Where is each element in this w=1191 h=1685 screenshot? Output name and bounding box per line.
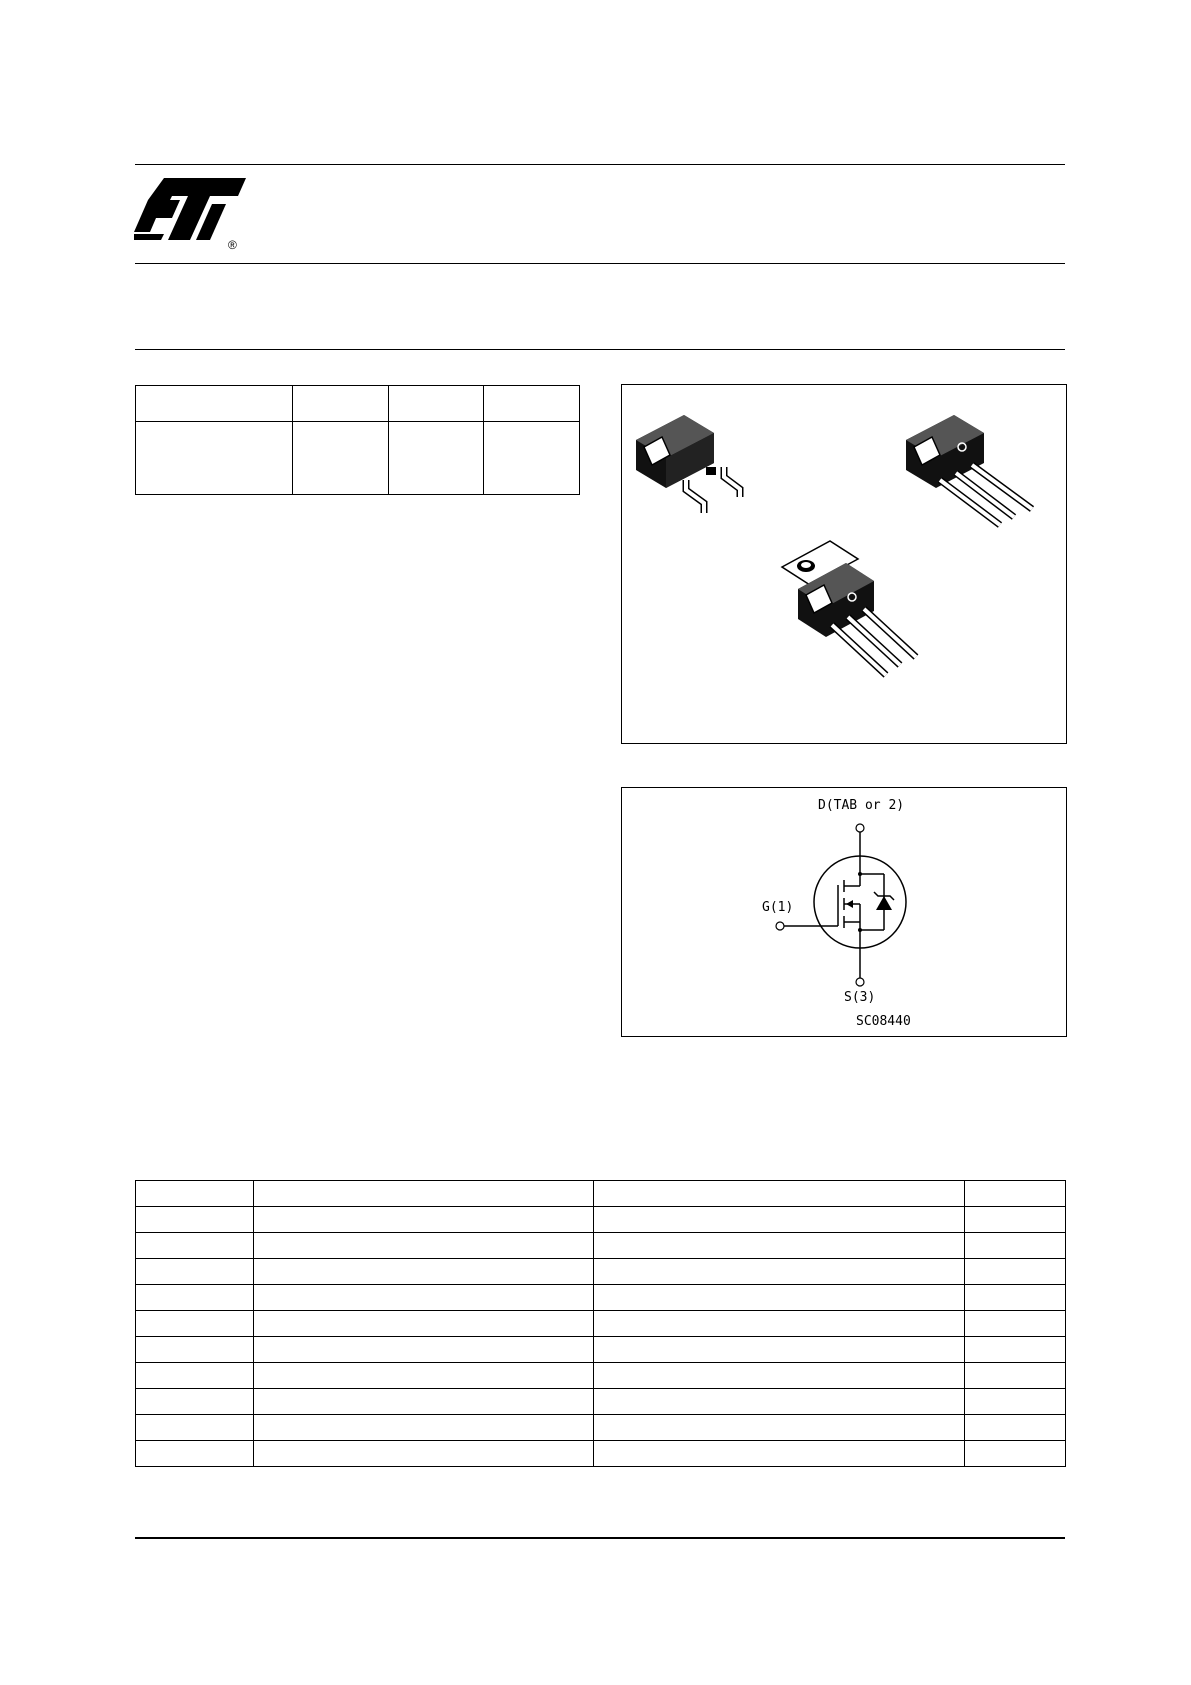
ratings-cell <box>136 1363 254 1389</box>
ratings-cell <box>593 1363 965 1389</box>
ratings-cell <box>593 1389 965 1415</box>
ratings-cell <box>965 1389 1066 1415</box>
ratings-cell <box>593 1311 965 1337</box>
ratings-cell <box>965 1363 1066 1389</box>
ratings-cell <box>136 1441 254 1467</box>
ratings-row <box>136 1285 1066 1311</box>
gate-label: G(1) <box>762 900 794 915</box>
ratings-cell <box>136 1259 254 1285</box>
st-logo-icon <box>134 176 254 256</box>
ratings-row <box>136 1415 1066 1441</box>
package-images-box <box>621 384 1067 744</box>
ratings-cell <box>593 1207 965 1233</box>
ratings-table <box>135 1180 1066 1467</box>
ratings-cell <box>965 1415 1066 1441</box>
ratings-cell <box>136 1285 254 1311</box>
ratings-header-row <box>136 1181 1066 1207</box>
drain-label: D(TAB or 2) <box>818 798 905 813</box>
ratings-cell <box>965 1207 1066 1233</box>
summary-cell <box>484 386 580 422</box>
ratings-cell <box>253 1207 593 1233</box>
summary-cell <box>293 386 389 422</box>
ratings-cell <box>136 1415 254 1441</box>
to220-package-icon <box>782 541 916 675</box>
d2pak-package-icon <box>636 415 740 513</box>
ratings-row <box>136 1363 1066 1389</box>
ratings-row <box>136 1207 1066 1233</box>
ratings-cell <box>593 1285 965 1311</box>
summary-data-row <box>136 422 580 495</box>
ratings-cell <box>253 1181 593 1207</box>
ratings-cell <box>253 1389 593 1415</box>
ratings-row <box>136 1311 1066 1337</box>
summary-cell <box>136 386 293 422</box>
header-bottom-rule <box>135 263 1065 264</box>
ratings-cell <box>965 1311 1066 1337</box>
ratings-row <box>136 1337 1066 1363</box>
ratings-cell <box>965 1259 1066 1285</box>
ratings-cell <box>253 1415 593 1441</box>
ratings-cell <box>593 1233 965 1259</box>
summary-cell <box>293 422 389 495</box>
summary-header-row <box>136 386 580 422</box>
ratings-cell <box>253 1233 593 1259</box>
ratings-cell <box>136 1389 254 1415</box>
ratings-cell <box>136 1207 254 1233</box>
title-rule <box>135 349 1065 350</box>
source-label: S(3) <box>844 990 876 1005</box>
ratings-cell <box>593 1415 965 1441</box>
ratings-cell <box>965 1337 1066 1363</box>
ratings-cell <box>253 1337 593 1363</box>
summary-table <box>135 385 580 495</box>
ratings-cell <box>253 1311 593 1337</box>
i2pak-package-icon <box>906 415 1032 525</box>
ratings-cell <box>965 1181 1066 1207</box>
ratings-row <box>136 1259 1066 1285</box>
ratings-row <box>136 1233 1066 1259</box>
schematic-code: SC08440 <box>856 1014 911 1029</box>
ratings-row <box>136 1389 1066 1415</box>
ratings-cell <box>593 1337 965 1363</box>
ratings-cell <box>965 1441 1066 1467</box>
summary-cell <box>388 422 484 495</box>
ratings-cell <box>136 1337 254 1363</box>
registered-mark: ® <box>228 238 237 252</box>
ratings-cell <box>136 1181 254 1207</box>
ratings-cell <box>253 1363 593 1389</box>
footer-rule <box>135 1537 1065 1539</box>
ratings-cell <box>593 1441 965 1467</box>
ratings-cell <box>593 1181 965 1207</box>
ratings-cell <box>965 1233 1066 1259</box>
ratings-cell <box>965 1285 1066 1311</box>
ratings-cell <box>253 1285 593 1311</box>
ratings-cell <box>136 1233 254 1259</box>
summary-cell <box>484 422 580 495</box>
summary-cell <box>388 386 484 422</box>
ratings-row <box>136 1441 1066 1467</box>
header-top-rule <box>135 164 1065 165</box>
ratings-cell <box>136 1311 254 1337</box>
ratings-cell <box>253 1259 593 1285</box>
schematic-box <box>621 787 1067 1037</box>
ratings-cell <box>253 1441 593 1467</box>
ratings-cell <box>593 1259 965 1285</box>
summary-cell <box>136 422 293 495</box>
